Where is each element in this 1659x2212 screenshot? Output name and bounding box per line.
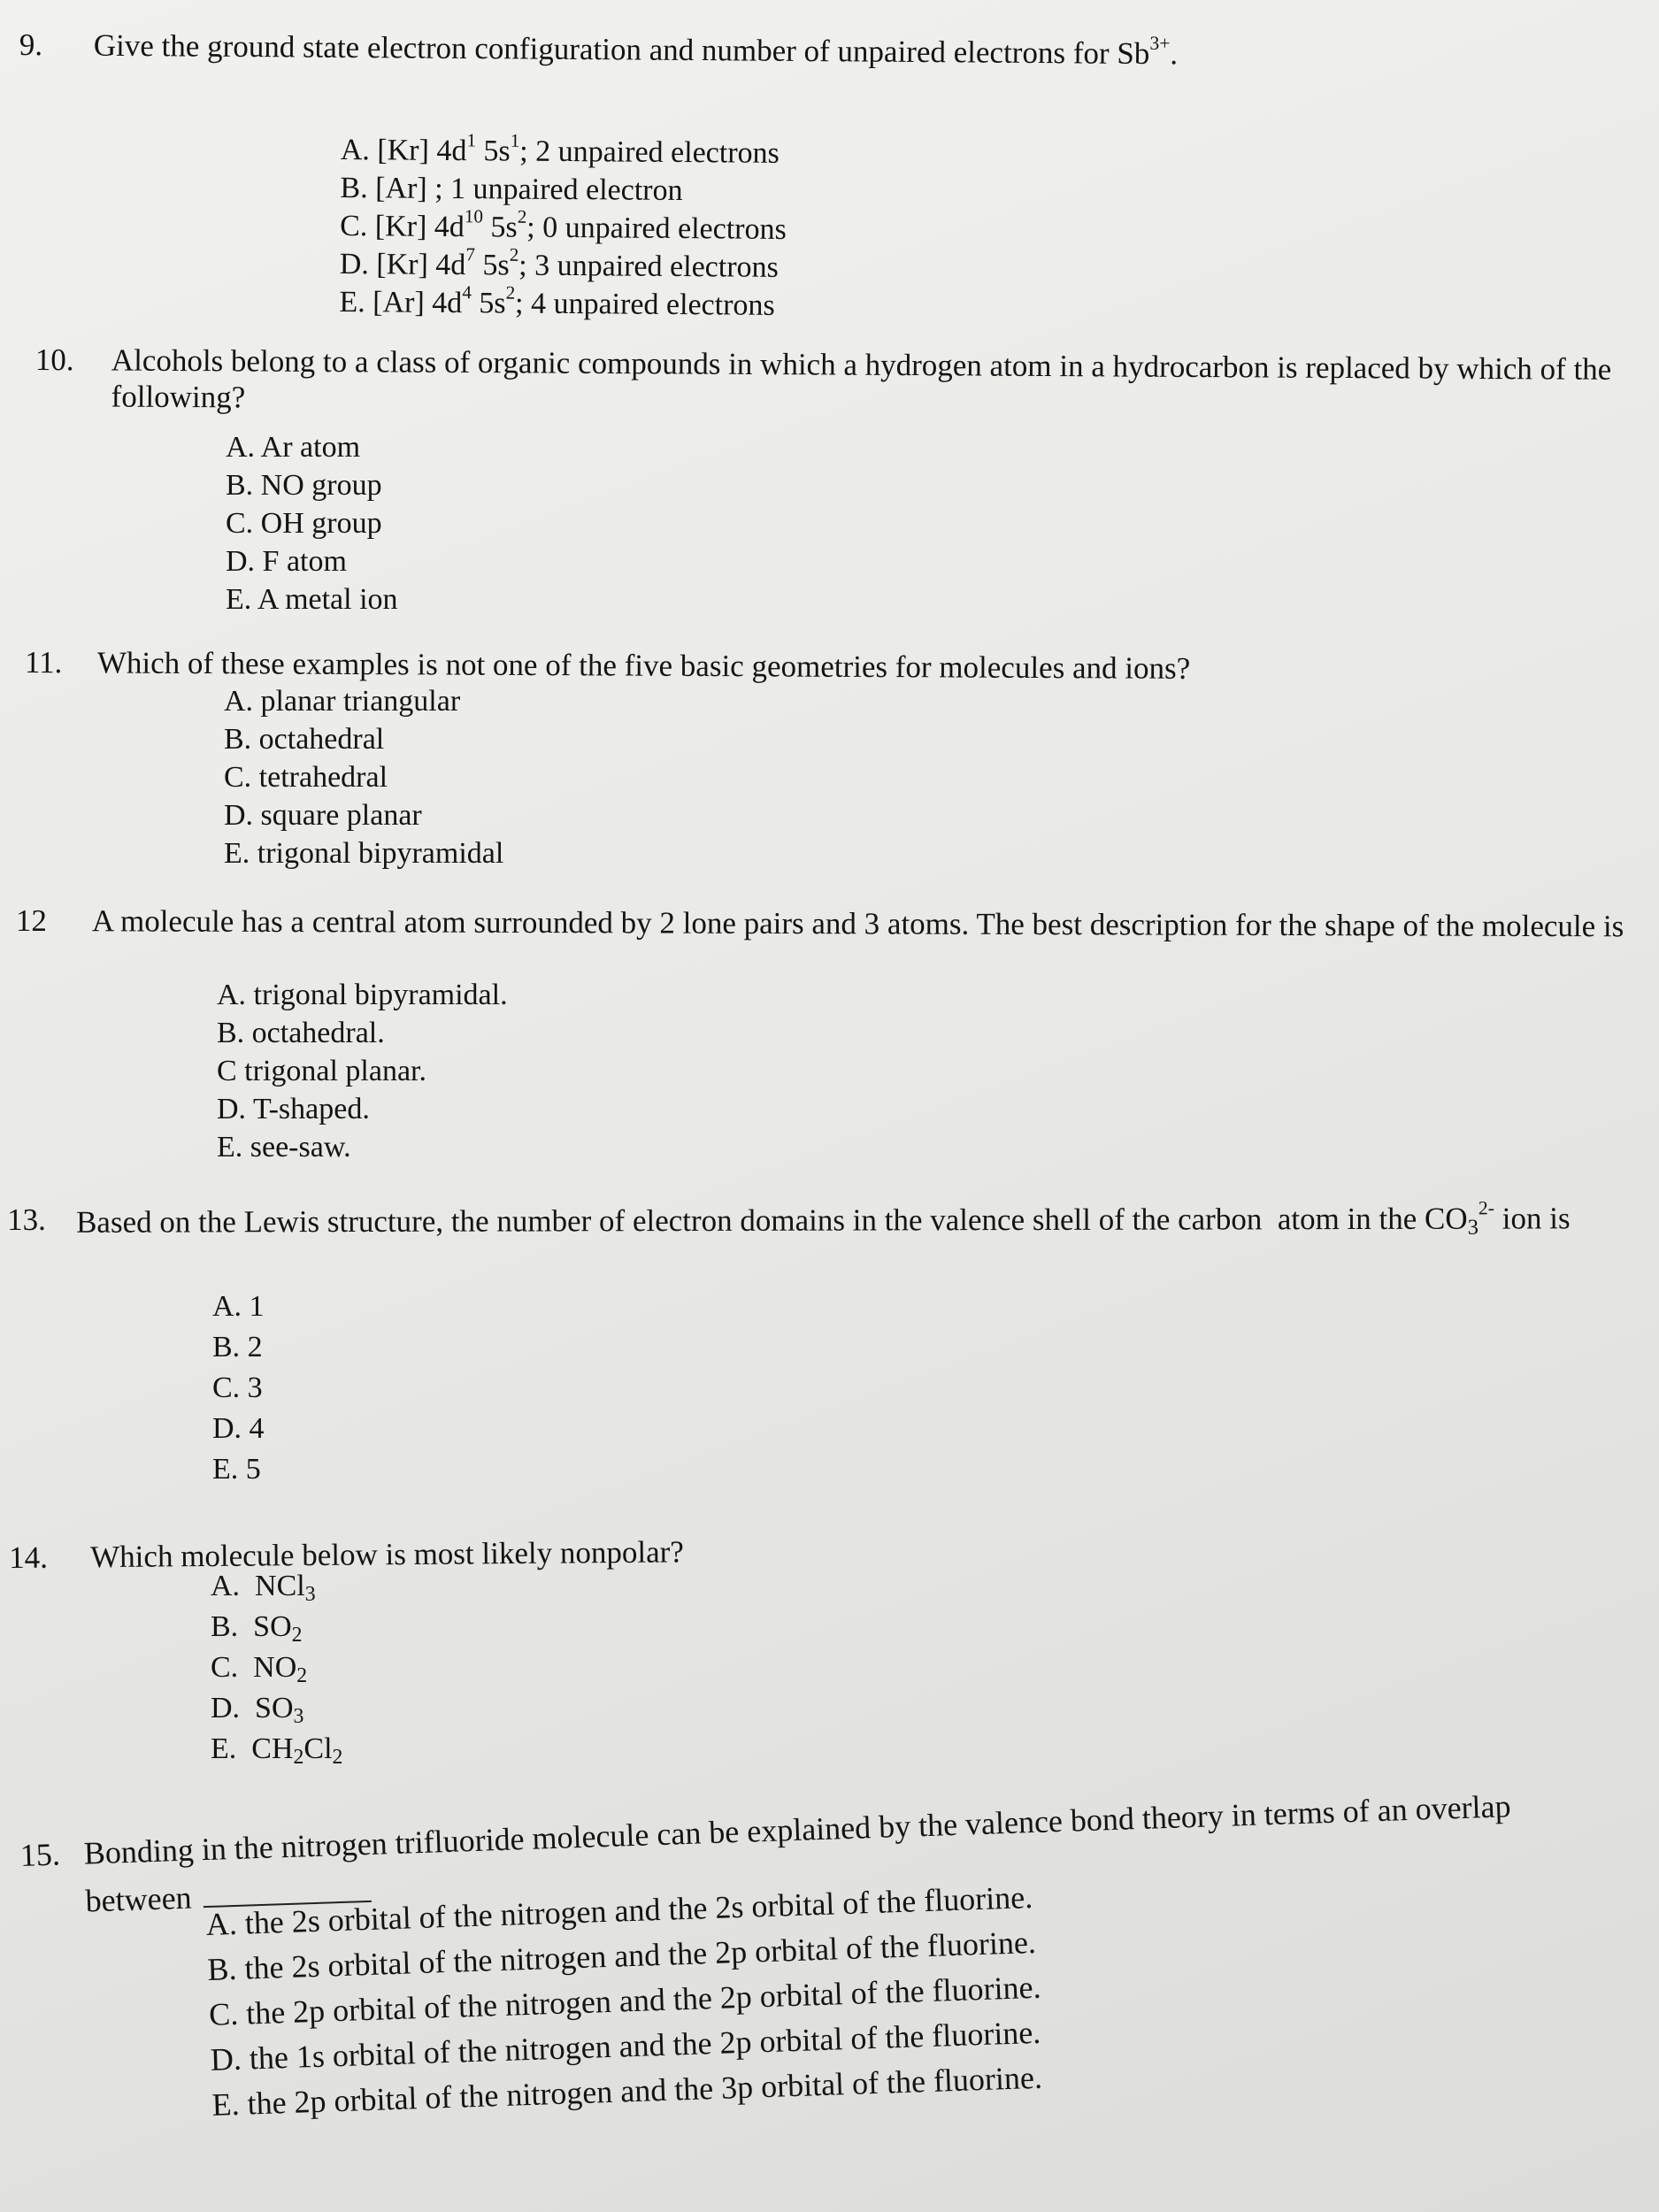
choice-9e[interactable]: E. [Ar] $4d^4$ $5s^2$; 4 unpaired electrons [339,281,775,322]
question-number: 9. [19,27,43,63]
question-10 [35,342,1637,415]
choices-14 [211,1566,342,1770]
choice-15d[interactable]: D. the 1s orbital of the nitrogen and the 2p orbital of the fluorine. [210,2014,1041,2078]
choices-11 [224,683,503,873]
question-number: 14. [9,1540,49,1575]
choice-12b[interactable]: B. octahedral. [217,1017,385,1049]
question-number: 15. [19,1836,61,1873]
choice-14e[interactable]: E. $CH_2Cl_2$ [211,1732,343,1769]
choice-11b[interactable]: B. octahedral [224,723,385,756]
choice-15a[interactable]: A. the 2s orbital of the nitrogen and the 2s orbital of the fluorine. [205,1879,1033,1942]
question-text: Give the ground state electron configuration and number of unpaired electrons for $Sb^{3+}$. [93,27,1179,72]
choice-11d[interactable]: D. square planar [224,799,422,832]
choice-10b[interactable]: B. NO group [226,469,382,502]
choice-12e[interactable]: E. see-saw. [217,1131,351,1164]
choice-11c[interactable]: C. tetrahedral [224,761,388,794]
question-text: A molecule has a central atom surrounded by 2 lone pairs and 3 atoms. The best description for the shape of the molecule is [91,903,1624,944]
choice-15c[interactable]: C. the 2p orbital of the nitrogen and the 2p orbital of the fluorine. [208,1969,1042,2032]
choice-14a[interactable]: A. NCl$_3$ [211,1570,316,1606]
question-number: 11. [24,645,63,680]
choice-15b[interactable]: B. the 2s orbital of the nitrogen and the 2p orbital of the fluorine. [206,1924,1037,1987]
choice-11a[interactable]: A. planar triangular [224,685,461,718]
choice-15e[interactable]: E. the 2p orbital of the nitrogen and the 3p orbital of the fluorine. [211,2059,1043,2123]
choice-14b[interactable]: B. $SO_2$ [211,1610,303,1647]
question-text: Based on the Lewis structure, the number of electron domains in the valence shell of the carbon atom in the $CO_3^{2-}$ ion is [76,1197,1571,1240]
choices-15 [205,1875,1045,2128]
choice-9b[interactable]: B. [Ar] ; 1 unpaired electron [340,171,683,208]
choice-13a[interactable]: A. 1 [212,1290,265,1323]
choices-13 [212,1286,265,1490]
choices-12 [217,976,508,1166]
choices-9 [339,131,787,325]
choice-13d[interactable]: D. 4 [212,1412,265,1445]
choice-10e[interactable]: E. A metal ion [226,583,398,616]
choice-9a[interactable]: A. [Kr] $4d^1$ $5s^1$; 2 unpaired electrons [340,129,780,170]
choice-14d[interactable]: D. $SO_3$ [211,1692,304,1728]
choice-14c[interactable]: C. $NO_2$ [211,1651,308,1687]
choice-13c[interactable]: C. 3 [212,1371,263,1404]
question-14 [9,1532,894,1575]
choice-13e[interactable]: E. 5 [212,1453,261,1486]
choice-10a[interactable]: A. Ar atom [226,431,361,464]
choice-10d[interactable]: D. F atom [226,545,347,578]
question-number: 13. [7,1202,46,1237]
choice-12c[interactable]: C trigonal planar. [217,1055,427,1087]
choice-12a[interactable]: A. trigonal bipyramidal. [217,979,508,1011]
question-number: 12 [15,903,47,939]
question-text: Which molecule below is most likely nonpolar? [90,1534,685,1575]
question-number: 10. [35,342,74,378]
choice-10c[interactable]: C. OH group [226,507,382,540]
choice-9d[interactable]: D. [Kr] $4d^7$ $5s^2$; 3 unpaired electrons [339,243,779,284]
question-text: Which of these examples is not one of the five basic geometries for molecules and ions? [96,645,1191,686]
question-text: Alcohols belong to a class of organic compounds in which a hydrogen atom in a hydrocarbon is replaced by which of the following? [111,342,1612,415]
question-11 [24,644,1635,686]
choice-12d[interactable]: D. T-shaped. [217,1093,370,1125]
choice-9c[interactable]: C. [Kr] $4d^{10}$ $5s^2$; 0 unpaired electrons [340,205,787,246]
choices-10 [226,428,398,618]
question-9 [19,27,1612,72]
question-13 [7,1197,1644,1240]
choice-11e[interactable]: E. trigonal bipyramidal [224,837,504,870]
choice-13b[interactable]: B. 2 [212,1331,263,1363]
question-12 [15,902,1635,944]
question-text: Bonding in the nitrogen trifluoride molecule can be explained by the valence bond theory in terms of an overlap between [83,1788,1512,1919]
